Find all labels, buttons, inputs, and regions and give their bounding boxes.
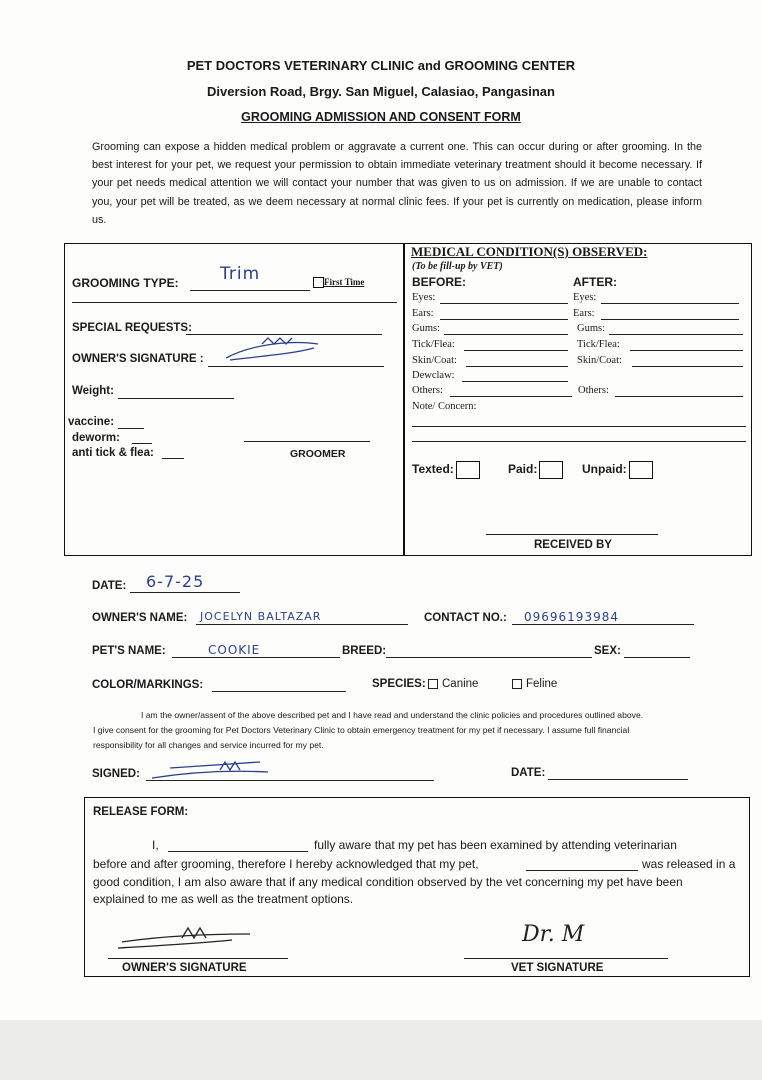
before-skincoat-line[interactable]: [466, 366, 568, 367]
anti-tick-label: anti tick & flea:: [72, 447, 154, 459]
owner-signature-label: OWNER'S SIGNATURE :: [72, 353, 204, 365]
breed-label: BREED:: [342, 645, 387, 657]
note-line-2[interactable]: [412, 441, 746, 442]
pet-name-value: COOKIE: [208, 643, 261, 657]
before-tickflea-line[interactable]: [464, 350, 568, 351]
owner-signature-line[interactable]: [208, 366, 384, 367]
after-skincoat-label: Skin/Coat:: [577, 355, 622, 366]
anti-tick-line[interactable]: [162, 458, 184, 459]
texted-label: [412, 461, 480, 479]
consent-date-label: DATE:: [511, 767, 546, 779]
deworm-label: deworm:: [72, 432, 120, 444]
before-label: BEFORE:: [412, 275, 466, 289]
signed-scribble-icon: [150, 756, 270, 784]
before-others-label: Others:: [412, 385, 443, 396]
grooming-extra-line: [72, 302, 397, 303]
contact-label: CONTACT NO.:: [424, 612, 507, 624]
breed-line[interactable]: [386, 657, 592, 658]
release-name-line[interactable]: [168, 851, 308, 852]
medical-title: MEDICAL CONDITION(S) OBSERVED:: [411, 244, 648, 259]
release-vet-signature-line[interactable]: [464, 958, 668, 959]
owner-name-line[interactable]: [196, 624, 408, 625]
paid-checkbox[interactable]: [539, 461, 563, 479]
vaccine-line[interactable]: [118, 428, 144, 429]
pet-name-label: PET'S NAME:: [92, 645, 166, 657]
weight-label: Weight:: [72, 385, 114, 397]
release-line4: explained to me as well as the treatment options.: [93, 892, 354, 906]
canine-label: Canine: [442, 678, 479, 690]
unpaid-label: [582, 461, 653, 479]
canine-option[interactable]: [428, 678, 478, 690]
texted-checkbox[interactable]: [456, 461, 480, 479]
scan-background: [0, 1020, 762, 1080]
canine-checkbox[interactable]: [428, 679, 438, 689]
after-eyes-line[interactable]: [601, 303, 739, 304]
after-ears-label: Ears:: [573, 308, 595, 319]
release-line2-start: before and after grooming, therefore I hereby acknowledged that my pet,: [93, 857, 479, 871]
signed-label: SIGNED:: [92, 768, 140, 780]
paid-text: Paid:: [508, 462, 538, 477]
feline-checkbox[interactable]: [512, 679, 522, 689]
before-ears-label: Ears:: [412, 308, 434, 319]
after-ears-line[interactable]: [601, 319, 739, 320]
clinic-address: Diversion Road, Brgy. San Miguel, Calasiao, Pangasinan: [207, 84, 555, 99]
before-gums-line[interactable]: [444, 334, 568, 335]
release-title: RELEASE FORM:: [93, 806, 189, 818]
vet-signature-value: Dr. M: [522, 922, 585, 947]
contact-line[interactable]: [512, 624, 694, 625]
release-line1-end: fully aware that my pet has been examined by attending veterinarian: [314, 838, 677, 852]
after-gums-label: Gums:: [577, 323, 606, 334]
box-divider: [403, 243, 405, 556]
note-concern-label: Note/ Concern:: [412, 401, 477, 412]
before-others-line[interactable]: [450, 396, 572, 397]
feline-label: Feline: [526, 678, 558, 690]
consent-line-2: I give consent for the grooming for Pet Doctors Veterinary Clinic to obtain emergency treatment for my pet if necessary. I assume full financial: [93, 725, 630, 735]
groomer-label: GROOMER: [290, 448, 346, 460]
grooming-type-line[interactable]: [190, 290, 310, 291]
release-vet-signature-label: VET SIGNATURE: [511, 962, 604, 974]
date-line[interactable]: [130, 592, 240, 593]
release-pet-line[interactable]: [526, 870, 638, 871]
first-time-checkbox[interactable]: [313, 277, 324, 288]
weight-line[interactable]: [118, 398, 234, 399]
grooming-type-label: GROOMING TYPE:: [72, 276, 179, 290]
species-label: SPECIES:: [372, 678, 426, 690]
after-tickflea-label: Tick/Flea:: [577, 339, 620, 350]
after-others-line[interactable]: [615, 396, 743, 397]
before-eyes-line[interactable]: [440, 303, 568, 304]
deworm-line[interactable]: [132, 443, 152, 444]
before-ears-line[interactable]: [440, 319, 568, 320]
feline-option[interactable]: [512, 678, 557, 690]
owner-name-label: OWNER'S NAME:: [92, 612, 188, 624]
grooming-type-value: Trim: [220, 264, 261, 284]
before-dewclaw-label: Dewclaw:: [412, 370, 455, 381]
clinic-name: PET DOCTORS VETERINARY CLINIC and GROOMING CENTER: [186, 58, 576, 73]
consent-date-line[interactable]: [548, 779, 688, 780]
note-line-1[interactable]: [412, 426, 746, 427]
after-skincoat-line[interactable]: [632, 366, 743, 367]
before-tickflea-label: Tick/Flea:: [412, 339, 455, 350]
date-value: 6-7-25: [146, 572, 205, 591]
texted-text: Texted:: [412, 462, 454, 477]
groomer-signature-line[interactable]: [244, 441, 370, 442]
release-line1-start: I,: [152, 838, 159, 852]
sex-label: SEX:: [594, 645, 621, 657]
owner-name-value: JOCELYN BALTAZAR: [200, 610, 322, 623]
pet-name-line[interactable]: [172, 657, 340, 658]
consent-line-1: I am the owner/assent of the above described pet and I have read and understand the clinic policies and procedures outlined above.: [141, 710, 644, 720]
color-markings-label: COLOR/MARKINGS:: [92, 679, 204, 691]
release-line3: good condition, I am also aware that if any medical condition observed by the vet concerning my pet have been: [93, 875, 683, 889]
release-line2-end: was released in a: [642, 857, 736, 871]
first-time-label: First Time: [324, 277, 365, 287]
date-label: DATE:: [92, 580, 127, 592]
color-markings-line[interactable]: [212, 691, 346, 692]
medical-subtitle: (To be fill-up by VET): [412, 261, 503, 272]
received-by-label: RECEIVED BY: [534, 539, 612, 551]
before-skincoat-label: Skin/Coat:: [412, 355, 457, 366]
special-requests-label: SPECIAL REQUESTS:: [72, 322, 192, 334]
after-others-label: Others:: [578, 385, 609, 396]
after-tickflea-line[interactable]: [630, 350, 743, 351]
after-gums-line[interactable]: [609, 334, 743, 335]
intro-paragraph: Grooming can expose a hidden medical problem or aggravate a current one. This can occur during or after grooming. In the best interest for your pet, we request your permission to obtain immediate veterinary treatment should it become necessary. If your pet needs medical attention we will contact your number that was given to us on admission. If we are unable to contact you, your pet will be treated, as we deem necessary at normal clinic fees. If your pet is currently on medication, please inform us.: [92, 141, 702, 226]
after-eyes-label: Eyes:: [573, 292, 597, 303]
received-by-line[interactable]: [486, 534, 658, 535]
consent-line-3: responsibility for all changes and service incurred for my pet.: [93, 740, 324, 750]
form-title: GROOMING ADMISSION AND CONSENT FORM: [241, 110, 521, 124]
paid-label: [508, 461, 563, 479]
release-owner-signature-label: OWNER'S SIGNATURE: [122, 962, 247, 974]
unpaid-text: Unpaid:: [582, 462, 627, 477]
before-eyes-label: Eyes:: [412, 292, 436, 303]
release-owner-scribble-icon: [112, 918, 252, 954]
unpaid-checkbox[interactable]: [629, 461, 653, 479]
owner-signature-scribble-icon: [222, 334, 322, 364]
before-gums-label: Gums:: [412, 323, 441, 334]
sex-line[interactable]: [624, 657, 690, 658]
vaccine-label: vaccine:: [68, 416, 115, 428]
after-label: AFTER:: [573, 275, 617, 289]
before-dewclaw-line[interactable]: [462, 381, 568, 382]
contact-value: 09696193984: [524, 610, 619, 624]
release-owner-signature-line[interactable]: [108, 958, 288, 959]
